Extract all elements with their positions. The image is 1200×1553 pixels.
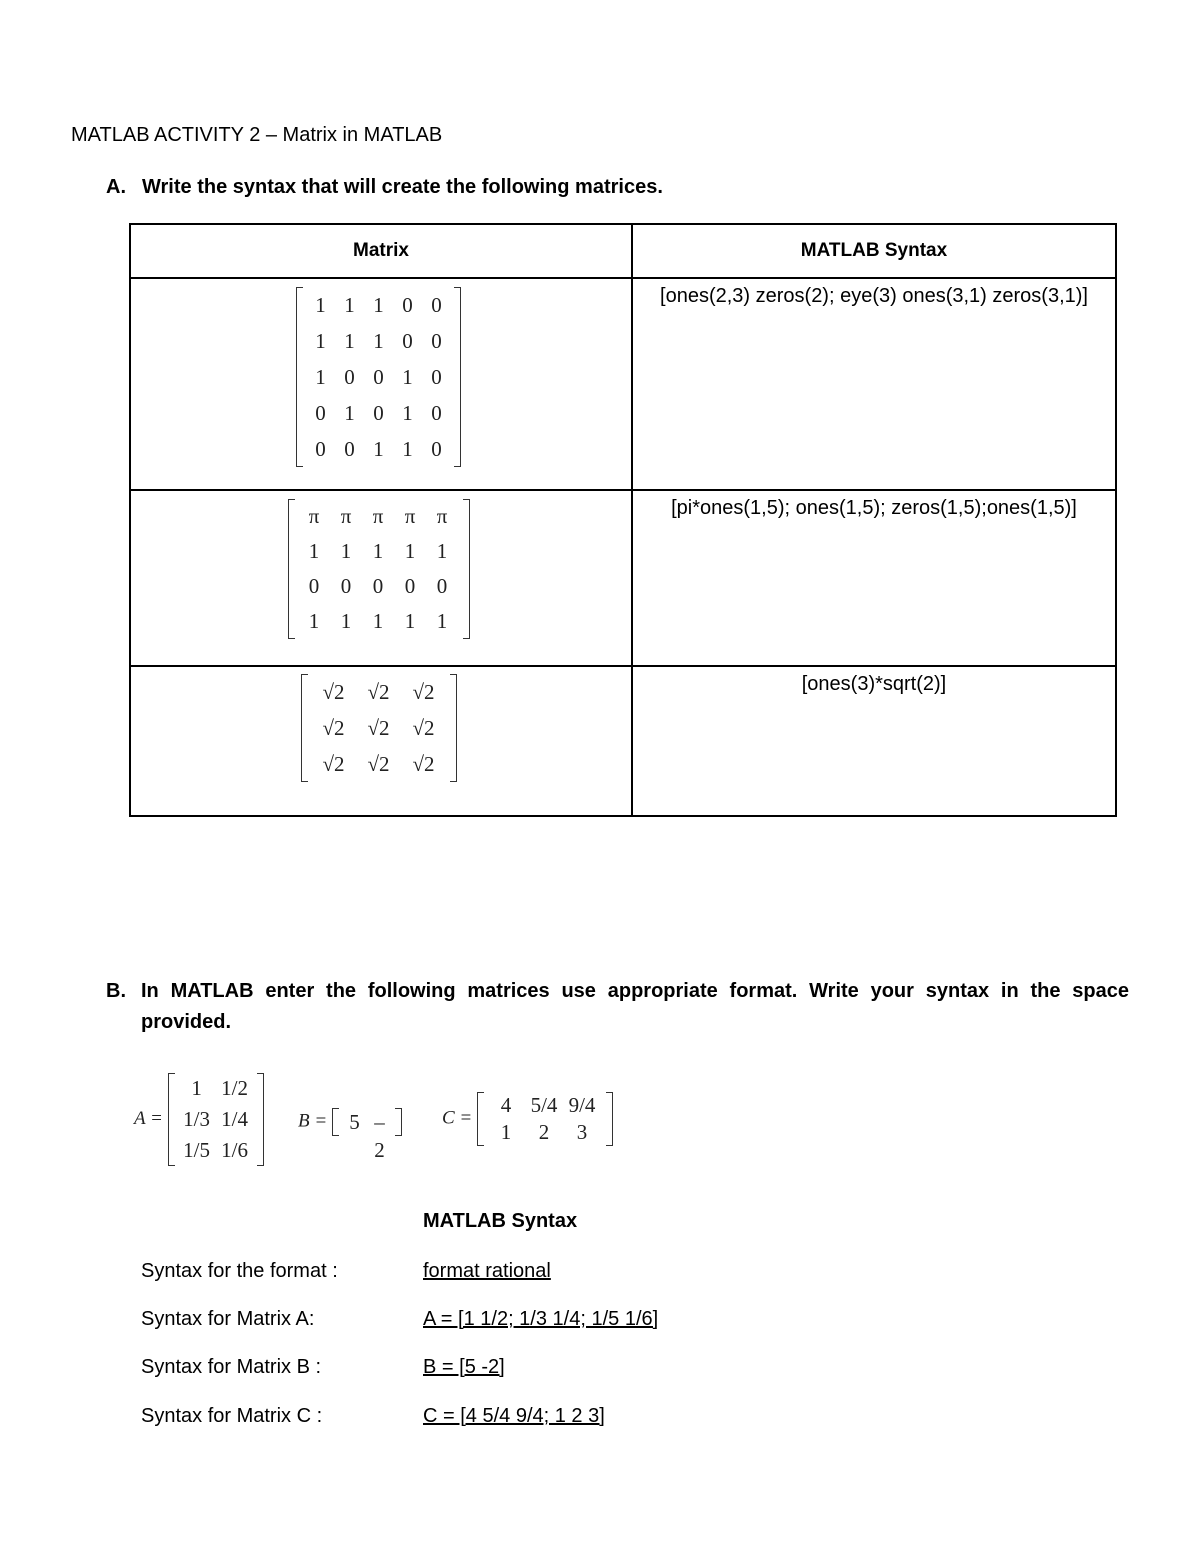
matrix-entry: 1: [191, 1076, 202, 1100]
matrix-syntax-table: [129, 223, 1117, 817]
matrix-entry: 1: [315, 329, 326, 353]
answer-value-format: format rational: [423, 1260, 551, 1282]
matrix-1: [296, 287, 461, 467]
matrix-entry: 2: [538, 1120, 550, 1144]
matrix-a-name: A =: [134, 1107, 163, 1129]
answer-value-a: A = [1 1/2; 1/3 1/4; 1/5 1/6]: [423, 1308, 659, 1330]
syntax-1: [ones(2,3) zeros(2); eye(3) ones(3,1) zeros(3,1)]: [660, 285, 1088, 307]
answer-label-a: Syntax for Matrix A:: [141, 1308, 315, 1330]
header-matlab-syntax: MATLAB Syntax: [632, 224, 1116, 278]
matrix-entry: √2: [322, 752, 345, 776]
matrix-cell: [130, 490, 632, 666]
matrix-entry: 1: [404, 609, 416, 633]
matrix-entry: 0: [404, 574, 416, 598]
matrix-entry: 1: [372, 539, 384, 563]
matrix-entry: 1: [436, 609, 448, 633]
matrix-row: [306, 359, 451, 395]
matrix-entry: √2: [367, 716, 390, 740]
matrix-entry: 1: [344, 329, 355, 353]
matrix-entry: √2: [412, 752, 435, 776]
matrix-entry: 1/3: [183, 1107, 211, 1131]
matrix-entry: 1: [340, 609, 352, 633]
matrix-c-name: C =: [442, 1107, 473, 1129]
matrix-entry: 0: [436, 574, 448, 598]
matrix-entry: √2: [367, 680, 390, 704]
matrix-entry: 0: [344, 365, 355, 389]
matrix-entry: 1: [404, 539, 416, 563]
matrix-entry: π: [308, 504, 320, 528]
matrix-entry: 3: [576, 1120, 588, 1144]
matrix-entry: 1: [402, 437, 413, 461]
matrix-row: [298, 499, 460, 534]
matrix-entry: 0: [340, 574, 352, 598]
matrix-entry: 1/5: [183, 1138, 211, 1162]
matrix-row: [311, 746, 447, 782]
section-a-instruction: Write the syntax that will create the following matrices.: [142, 176, 663, 198]
matrix-row: [298, 534, 460, 569]
matrix-entry: 0: [431, 437, 442, 461]
matrix-entry: 0: [315, 437, 326, 461]
matrix-entry: 1: [372, 609, 384, 633]
matrix-entry: 0: [344, 437, 355, 461]
right-bracket: [450, 674, 457, 782]
matrix-row: [311, 674, 447, 710]
matrix-entry: 0: [402, 329, 413, 353]
matrix-entry: 1: [308, 609, 320, 633]
right-bracket: [395, 1108, 402, 1136]
syntax-cell: [632, 490, 1116, 666]
matrix-entry: 1/6: [221, 1138, 249, 1162]
matrix-entry: 0: [431, 401, 442, 425]
matrix-row: [487, 1119, 603, 1146]
answer-value-c: C = [4 5/4 9/4; 1 2 3]: [423, 1405, 605, 1427]
matrix-a: [168, 1073, 264, 1166]
syntax-cell: [632, 666, 1116, 816]
section-b-heading: [106, 976, 1129, 1038]
answer-value-b: B = [5 -2]: [423, 1356, 505, 1378]
matrix-entry: π: [436, 504, 448, 528]
matrix-entry: 1: [308, 539, 320, 563]
matrix-entry: 1: [436, 539, 448, 563]
table-row: [130, 666, 1116, 816]
matrix-entry: √2: [322, 680, 345, 704]
matrix-entry: 1: [344, 293, 355, 317]
matrix-b-equation: [298, 1108, 402, 1162]
header-matrix: Matrix: [130, 224, 632, 278]
table-row: [130, 278, 1116, 490]
syntax-3: [ones(3)*sqrt(2)]: [801, 673, 947, 695]
matrix-row: [298, 604, 460, 639]
matrix-entry: π: [372, 504, 384, 528]
section-b-label: B.: [106, 980, 126, 1002]
matrix-row: [487, 1092, 603, 1119]
matrix-row: [306, 287, 451, 323]
matrix-row: [306, 395, 451, 431]
matrix-entry: 1: [500, 1120, 512, 1144]
answer-label-format: Syntax for the format :: [141, 1260, 338, 1282]
matrix-b: [332, 1108, 402, 1162]
left-bracket: [301, 674, 308, 782]
matrix-entry: 1: [402, 365, 413, 389]
matrix-entry: π: [404, 504, 416, 528]
right-bracket: [257, 1073, 264, 1166]
matrix-entry: 0: [402, 293, 413, 317]
section-a-label: A.: [106, 176, 126, 198]
right-bracket: [463, 499, 470, 639]
matrix-entry: 1: [373, 329, 384, 353]
matrix-row: [298, 569, 460, 604]
matrix-entry: 1: [315, 365, 326, 389]
answer-label-b: Syntax for Matrix B :: [141, 1356, 322, 1378]
matrix-row: [178, 1104, 254, 1135]
matrix-entry: 1: [340, 539, 352, 563]
answer-label-c: Syntax for Matrix C :: [141, 1405, 323, 1427]
matrix-a-equation: [134, 1073, 264, 1166]
matrix-cell: [130, 278, 632, 490]
matrix-entry: 1: [373, 293, 384, 317]
matrix-entry: – 2: [374, 1110, 385, 1162]
matrix-entry: π: [340, 504, 352, 528]
right-bracket: [606, 1092, 613, 1146]
matrix-b-name: B =: [298, 1110, 328, 1132]
matrix-cell: [130, 666, 632, 816]
left-bracket: [477, 1092, 484, 1146]
matrix-entry: 9/4: [568, 1093, 596, 1117]
matrix-row: [306, 323, 451, 359]
section-b-instruction: In MATLAB enter the following matrices use appropriate format. Write your syntax in the space provided.: [141, 980, 1129, 1033]
matrix-row: [306, 431, 451, 467]
matrix-entry: 0: [431, 365, 442, 389]
matrix-entry: √2: [367, 752, 390, 776]
matrix-2: [288, 499, 470, 639]
matrix-entry: 0: [308, 574, 320, 598]
page-title: MATLAB ACTIVITY 2 – Matrix in MATLAB: [71, 124, 443, 146]
matrix-entry: 5/4: [530, 1093, 558, 1117]
matrix-entry: 0: [373, 365, 384, 389]
matrix-entry: √2: [412, 680, 435, 704]
left-bracket: [332, 1108, 339, 1136]
matrix-entry: 1: [373, 437, 384, 461]
syntax-cell: [632, 278, 1116, 490]
right-bracket: [454, 287, 461, 467]
matrix-entry: 5: [349, 1110, 360, 1134]
matrix-3: [301, 674, 457, 782]
left-bracket: [296, 287, 303, 467]
matrix-row: [178, 1135, 254, 1166]
left-bracket: [288, 499, 295, 639]
matrix-entry: √2: [322, 716, 345, 740]
matrix-entry: 0: [315, 401, 326, 425]
matrix-row: [178, 1073, 254, 1104]
matrix-entry: 1: [315, 293, 326, 317]
syntax-heading: MATLAB Syntax: [423, 1210, 578, 1232]
matrix-entry: 0: [372, 574, 384, 598]
matrix-entry: √2: [412, 716, 435, 740]
matrix-entry: 1: [344, 401, 355, 425]
matrix-c: [477, 1092, 613, 1146]
matrix-entry: 0: [431, 329, 442, 353]
matrix-entry: 1/4: [221, 1107, 249, 1131]
matrix-entry: 1/2: [221, 1076, 249, 1100]
matrix-entry: 0: [373, 401, 384, 425]
matrix-c-equation: [442, 1092, 613, 1146]
matrix-entry: 1: [402, 401, 413, 425]
matrix-row: [342, 1108, 392, 1162]
matrix-entry: 0: [431, 293, 442, 317]
table-row: [130, 490, 1116, 666]
left-bracket: [168, 1073, 175, 1166]
matrix-row: [311, 710, 447, 746]
syntax-2: [pi*ones(1,5); ones(1,5); zeros(1,5);ones(1,5)]: [671, 497, 1077, 519]
section-a-heading: [106, 176, 663, 199]
matrix-entry: 4: [500, 1093, 512, 1117]
table-header-row: [130, 224, 1116, 278]
